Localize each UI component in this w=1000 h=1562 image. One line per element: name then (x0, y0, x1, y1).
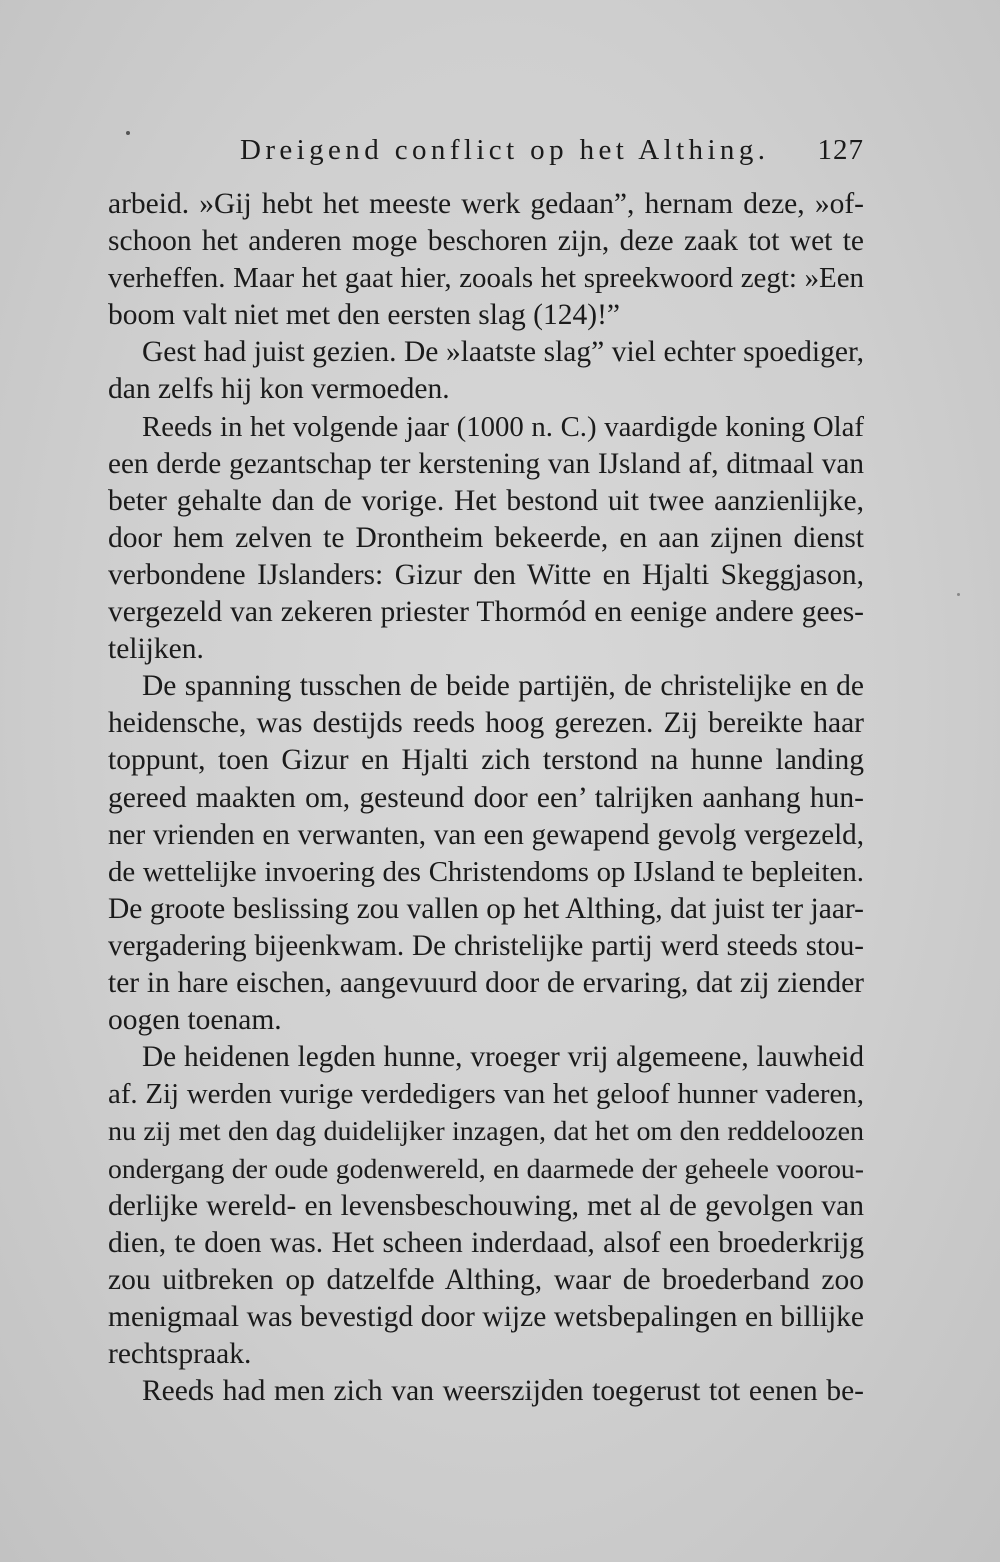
text-line: zou uitbreken op datzelfde Althing, waar de broederband zoo (108, 1263, 864, 1296)
text-line: dien, te doen was. Het scheen inderdaad, alsof een broederkrijg (108, 1226, 864, 1259)
text-line: telijken. (108, 633, 204, 666)
text-line: beter gehalte dan de vorige. Het bestond uit twee aanzienlijke, (108, 484, 864, 517)
ink-speck (957, 593, 960, 596)
text-line: toppunt, toen Gizur en Hjalti zich terstond na hunne landing (108, 744, 864, 777)
text-line: oogen toenam. (108, 1004, 282, 1037)
text-line: verbondene IJslanders: Gizur den Witte en Hjalti Skeggjason, (108, 558, 864, 591)
text-line: Gest had juist gezien. De »laatste slag” viel echter spoediger, (142, 336, 864, 369)
running-header (108, 128, 864, 172)
text-line: de wettelijke invoering des Christendoms op IJsland te bepleiten. (108, 855, 864, 888)
text-line: arbeid. »Gij hebt het meeste werk gedaan”, hernam deze, »of- (108, 188, 864, 220)
text-line: derlijke wereld- en levensbeschouwing, met al de gevolgen van (108, 1189, 864, 1222)
text-line: ondergang der oude godenwereld, en daarmede der geheele voorou- (108, 1153, 864, 1185)
text-line: schoon het anderen moge beschoren zijn, deze zaak tot wet te (108, 225, 864, 258)
text-line: boom valt niet met den eersten slag (124)!” (108, 299, 620, 332)
text-line: af. Zij werden vurige verdedigers van het geloof hunner vaderen, (108, 1078, 864, 1111)
text-line: nu zij met den dag duidelijker inzagen, dat het om den reddeloozen (108, 1116, 864, 1148)
text-line: rechtspraak. (108, 1337, 252, 1370)
text-line: door hem zelven te Drontheim bekeerde, en aan zijnen dienst (108, 521, 864, 554)
text-line: een derde gezantschap ter kerstening van IJsland af, ditmaal van (108, 447, 864, 480)
text-line: vergezeld van zekeren priester Thormód en eenige andere gees- (108, 596, 864, 629)
text-line: dan zelfs hij kon vermoeden. (108, 373, 450, 406)
text-line: verheffen. Maar het gaat hier, zooals het spreekwoord zegt: »Een (108, 262, 864, 295)
body-text (108, 186, 864, 1410)
running-title: Dreigend conflict op het Althing. (240, 134, 770, 166)
text-line: menigmaal was bevestigd door wijze wetsbepalingen en billijke (108, 1300, 864, 1333)
text-line: heidensche, was destijds reeds hoog gerezen. Zij bereikte haar (108, 707, 864, 740)
text-line: vergadering bijeenkwam. De christelijke partij werd steeds stou- (108, 929, 864, 962)
text-line: ter in hare eischen, aangevuurd door de ervaring, dat zij ziender (108, 966, 864, 999)
page-number: 127 (817, 134, 864, 166)
text-line: De groote beslissing zou vallen op het Althing, dat juist ter jaar- (108, 892, 864, 925)
text-line: Reeds in het volgende jaar (1000 n. C.) vaardigde koning Olaf (142, 410, 864, 443)
text-line: De spanning tusschen de beide partijën, de christelijke en de (142, 670, 864, 703)
text-line: Reeds had men zich van weerszijden toegerust tot eenen be- (142, 1375, 864, 1407)
text-line: De heidenen legden hunne, vroeger vrij algemeene, lauwheid (142, 1041, 864, 1074)
text-line: ner vrienden en verwanten, van een gewapend gevolg vergezeld, (108, 818, 864, 851)
text-line: gereed maakten om, gesteund door een’ talrijken aanhang hun- (108, 781, 864, 814)
